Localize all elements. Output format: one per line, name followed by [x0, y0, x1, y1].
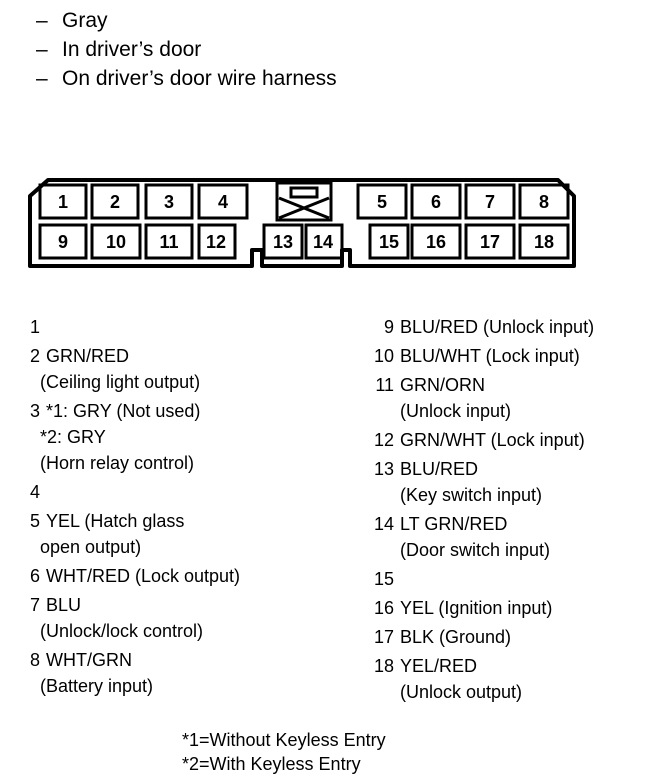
- bullet-dash: –: [36, 67, 48, 90]
- pin-entry-13: [362, 456, 594, 508]
- pin-entry-2: [16, 343, 240, 395]
- pin-entry-first-line: [362, 595, 594, 621]
- pin-label-7: 7: [484, 192, 496, 212]
- location-harness: On driver’s door wire harness: [62, 67, 337, 90]
- pin-number: 5: [29, 511, 40, 531]
- pin-entry-5: [16, 508, 240, 560]
- pin-entry-7: [16, 592, 240, 644]
- pin-wire-description-continued: open output): [40, 537, 142, 557]
- pin-wire-description: YEL (Ignition input): [400, 598, 553, 618]
- pin-wire-description: YEL/RED: [400, 656, 478, 676]
- pin-label-18: 18: [533, 232, 555, 252]
- pin-entry-first-line: [362, 456, 594, 482]
- pin-entry-3: [16, 398, 240, 476]
- pin-number: 2: [29, 346, 40, 366]
- pin-entry-17: [362, 624, 594, 650]
- pin-entry-14: [362, 511, 594, 563]
- pin-wire-description: GRN/RED: [46, 346, 130, 366]
- pin-wire-description: WHT/RED (Lock output): [46, 566, 241, 586]
- pin-number: 1: [29, 317, 40, 337]
- pin-number: 11: [375, 375, 394, 395]
- pin-entry-6: [16, 563, 240, 589]
- pin-label-13: 13: [272, 232, 294, 252]
- pin-wire-description: BLU/WHT (Lock input): [400, 346, 580, 366]
- pin-entry-first-line: [362, 566, 594, 592]
- pin-wire-description: BLK (Ground): [400, 627, 512, 647]
- pin-entry-first-line: [16, 479, 240, 505]
- pin-entry-9: [362, 314, 594, 340]
- pin-entry-15: [362, 566, 594, 592]
- pin-wire-description-continued: (Battery input): [40, 676, 154, 696]
- pin-label-3: 3: [163, 192, 175, 212]
- pin-entry-first-line: [16, 563, 240, 589]
- pin-entry-first-line: [362, 624, 594, 650]
- pin-label-15: 15: [378, 232, 400, 252]
- pin-number: 10: [373, 346, 394, 366]
- pin-label-9: 9: [57, 232, 69, 252]
- pin-wire-description: BLU/RED: [400, 459, 479, 479]
- pin-label-16: 16: [425, 232, 447, 252]
- pin-label-6: 6: [430, 192, 442, 212]
- pin-wire-description-continued: (Ceiling light output): [40, 372, 201, 392]
- pin-number: 13: [373, 459, 394, 479]
- pin-wire-description: *1: GRY (Not used): [46, 401, 201, 421]
- pin-entry-first-line: [16, 647, 240, 673]
- pin-number: 8: [29, 650, 40, 670]
- pin-number: 15: [373, 569, 394, 589]
- pin-number: 17: [373, 627, 394, 647]
- pin-wire-description-continued: (Door switch input): [400, 540, 551, 560]
- pin-wire-description-continued: (Unlock/lock control): [40, 621, 204, 641]
- footnotes: [182, 728, 386, 776]
- pin-wire-description-continued: *2: GRY: [40, 427, 106, 447]
- bullet-dash: –: [36, 38, 48, 61]
- pin-wire-description: LT GRN/RED: [400, 514, 508, 534]
- pin-number: 7: [29, 595, 40, 615]
- pin-entry-first-line: [362, 427, 594, 453]
- pin-label-12: 12: [205, 232, 227, 252]
- pin-entry-first-line: [16, 343, 240, 369]
- pin-wire-description-continued: (Unlock output): [400, 682, 523, 702]
- pin-number: 9: [383, 317, 394, 337]
- pin-number: 16: [373, 598, 394, 618]
- pin-entry-first-line: [16, 314, 240, 340]
- pin-entry-first-line: [16, 508, 240, 534]
- footnote-1: *1=Without Keyless Entry: [182, 730, 386, 750]
- location-door: In driver’s door: [62, 38, 202, 61]
- left-pin-list: [16, 314, 240, 702]
- pin-entry-first-line: [362, 314, 594, 340]
- pin-entry-first-line: [362, 511, 594, 537]
- pin-entry-first-line: [362, 653, 594, 679]
- pin-number: 4: [29, 482, 40, 502]
- pin-label-14: 14: [312, 232, 334, 252]
- pin-label-8: 8: [538, 192, 550, 212]
- pin-entry-first-line: [362, 372, 594, 398]
- pin-wire-description-continued: (Horn relay control): [40, 453, 195, 473]
- pin-wire-description: YEL (Hatch glass: [46, 511, 185, 531]
- pin-entry-10: [362, 343, 594, 369]
- pin-wire-description: BLU/RED (Unlock input): [400, 317, 595, 337]
- pin-entry-12: [362, 427, 594, 453]
- pin-number: 3: [29, 401, 40, 421]
- right-pin-list: [362, 314, 594, 708]
- pin-label-5: 5: [376, 192, 388, 212]
- pin-number: 12: [373, 430, 394, 450]
- pin-entry-first-line: [16, 398, 240, 424]
- location-color: Gray: [62, 9, 108, 32]
- pin-entry-16: [362, 595, 594, 621]
- pin-entry-11: [362, 372, 594, 424]
- pin-number: 6: [29, 566, 40, 586]
- pin-label-2: 2: [109, 192, 121, 212]
- pin-label-17: 17: [479, 232, 501, 252]
- pin-wire-description-continued: (Key switch input): [400, 485, 543, 505]
- pin-entry-18: [362, 653, 594, 705]
- pin-wire-description: WHT/GRN: [46, 650, 132, 670]
- pin-wire-description: BLU: [46, 595, 82, 615]
- connector-diagram: [0, 0, 672, 300]
- pin-wire-description-continued: (Unlock input): [400, 401, 512, 421]
- pin-number: 18: [373, 656, 394, 676]
- pin-label-11: 11: [159, 232, 179, 252]
- pin-label-1: 1: [57, 192, 69, 212]
- pin-wire-description: GRN/WHT (Lock input): [400, 430, 585, 450]
- pin-entry-1: [16, 314, 240, 340]
- pin-wire-description: GRN/ORN: [400, 375, 485, 395]
- pin-entry-4: [16, 479, 240, 505]
- pin-label-10: 10: [105, 232, 127, 252]
- pin-entry-first-line: [16, 592, 240, 618]
- pin-label-4: 4: [217, 192, 229, 212]
- bullet-dash: –: [36, 9, 48, 32]
- pin-number: 14: [373, 514, 394, 534]
- pin-entry-first-line: [362, 343, 594, 369]
- pin-entry-8: [16, 647, 240, 699]
- footnote-2: *2=With Keyless Entry: [182, 754, 361, 774]
